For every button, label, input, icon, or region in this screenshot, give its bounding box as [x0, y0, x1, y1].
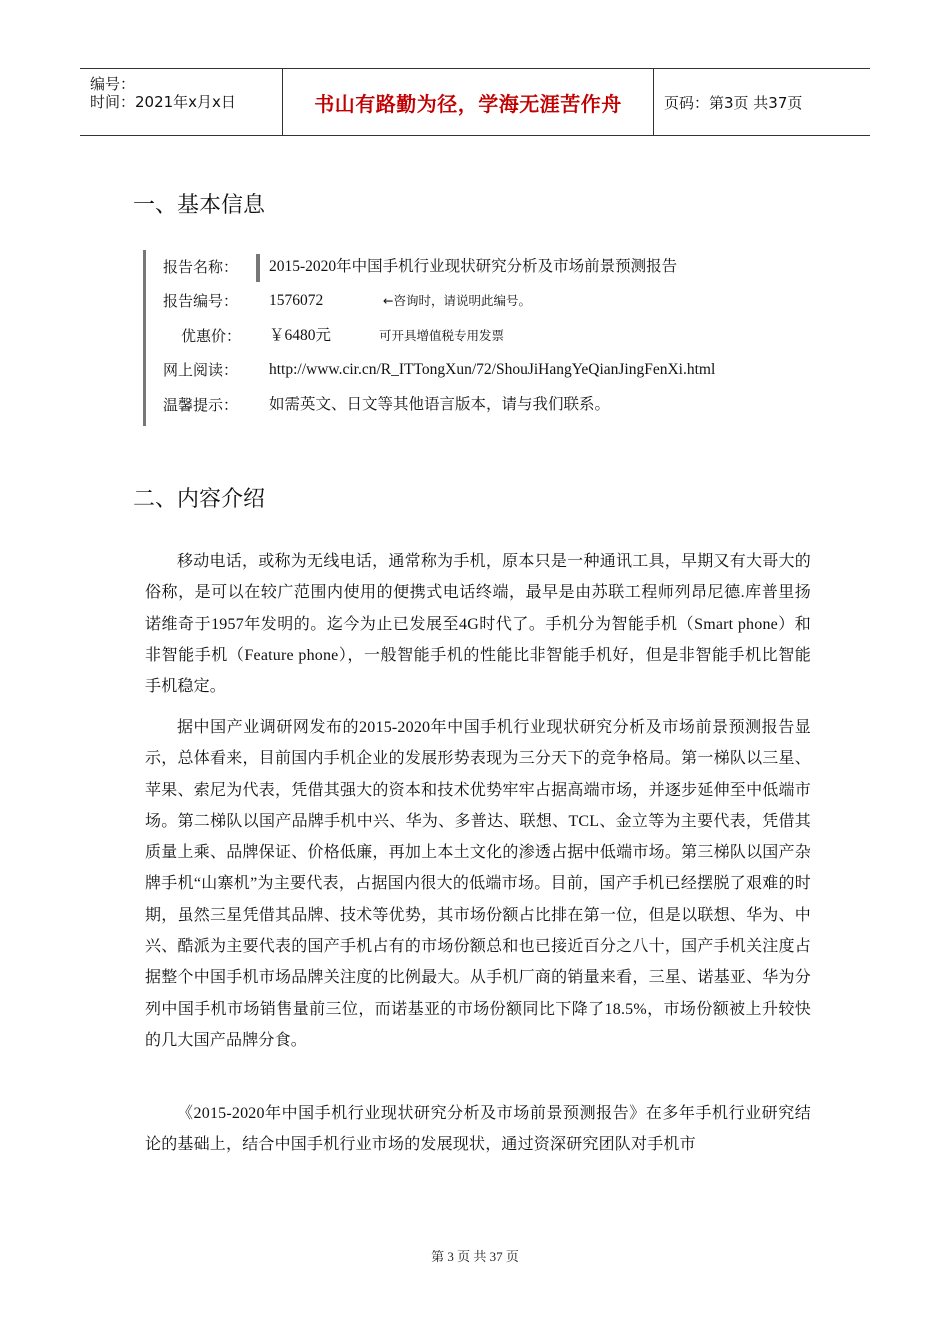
report-name-value: 2015-2020年中国手机行业现状研究分析及市场前景预测报告: [269, 258, 678, 275]
report-name-label: 报告名称：: [163, 258, 239, 276]
price-value: ￥6480元: [269, 327, 332, 344]
report-code-value: 1576072: [269, 292, 324, 309]
content-paragraph-2: 据中国产业调研网发布的2015-2020年中国手机行业现状研究分析及市场前景预测报告显示，总体看来，目前国内手机企业的发展形势表现为三分天下的竞争格局。第一梯队以三星、苹果、索尼为代表，凭借其强大的资本和技术优势牢牢占据高端市场，并逐步延伸至中低端市场。第二梯队以国产品牌手机中兴、华为、多普达、联想、TCL、金立等为主要代表，凭借其质量上乘、品牌保证、价格低廉，再加上本土文化的渗透占据中低端市场。第三梯队以国产杂牌手机“山寨机”为主要代表，占据国内很大的低端市场。目前，国产手机已经摆脱了艰难的时期，虽然三星凭借其品牌、技术等优势，其市场份额占比排在第一位，但是以联想、华为、中兴、酷派为主要代表的国产手机占有的市场份额总和也已接近百分之八十，国产手机关注度占据整个中国手机市场品牌关注度的比例最大。从手机厂商的销量来看，三星、诺基亚、华为分列中国手机市场销售量前三位，而诺基亚的市场份额同比下降了18.5%，市场份额被上升较快的几大国产品牌分食。: [145, 719, 811, 1049]
price-label: 优惠价：: [181, 327, 242, 345]
report-code-note: ←咨询时，请说明此编号。: [383, 293, 531, 308]
footer-page-number: 第 3 页 共 37 页: [431, 1249, 519, 1264]
document-time: 时间：2021年x月x日: [90, 93, 236, 111]
web-label: 网上阅读：: [163, 361, 239, 379]
info-row-price: [143, 321, 843, 351]
price-note: 可开具增值税专用发票: [379, 328, 505, 343]
header-page-info: 页码：第3页 共37页: [664, 93, 803, 112]
section-title-content-intro: 二、内容介绍: [133, 487, 266, 512]
section-title-basic-info: 一、基本信息: [133, 193, 266, 218]
info-row-web: [143, 355, 843, 385]
tip-value: 如需英文、日文等其他语言版本，请与我们联系。: [269, 396, 611, 413]
document-number-label: 编号：: [90, 75, 136, 93]
info-row-report-name: [143, 252, 843, 282]
report-code-label: 报告编号：: [163, 292, 239, 310]
page-footer: [0, 1246, 950, 1265]
header-motto: 书山有路勤为径，学海无涯苦作舟: [282, 69, 654, 135]
info-row-tip: [143, 390, 843, 420]
name-divider-bar: [256, 254, 260, 282]
header-meta: [80, 69, 282, 135]
content-paragraph-1: 移动电话，或称为无线电话，通常称为手机，原本只是一种通讯工具，早期又有大哥大的俗称，是可以在较广范围内使用的便携式电话终端，最早是由苏联工程师列昂尼德.库普里扬诺维奇于1957年发明的。迄今为止已发展至4G时代了。手机分为智能手机（Smart phone）和非智能手机（Feature phone），一般智能手机的性能比非智能手机好，但是非智能手机比智能手机稳定。: [145, 553, 811, 696]
content-paragraph-3: 《2015-2020年中国手机行业现状研究分析及市场前景预测报告》在多年手机行业研究结论的基础上，结合中国手机行业市场的发展现状，通过资深研究团队对手机市: [145, 1105, 811, 1154]
page-header: [80, 68, 870, 136]
info-row-report-code: [143, 286, 843, 316]
tip-label: 温馨提示：: [163, 396, 239, 414]
web-link[interactable]: http://www.cir.cn/R_ITTongXun/72/ShouJiHangYeQianJingFenXi.html: [269, 361, 716, 378]
